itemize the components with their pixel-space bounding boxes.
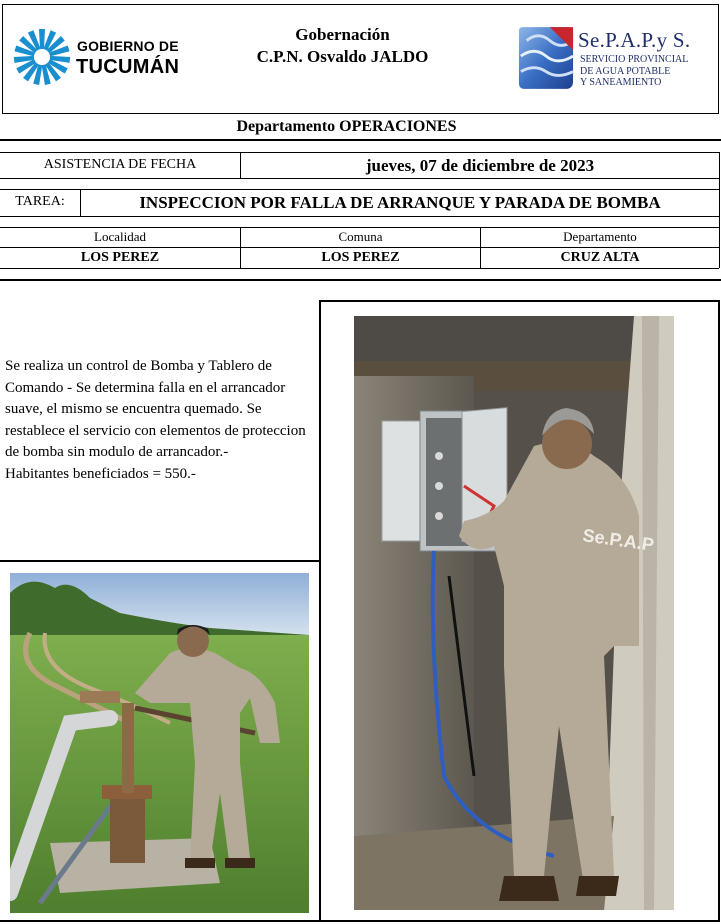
gobierno-tucuman-logo	[12, 27, 72, 87]
department-heading: Departamento OPERACIONES	[236, 118, 457, 135]
column-departamento: Departamento	[563, 229, 637, 244]
date-value: jueves, 07 de diciembre de 2023	[365, 156, 595, 175]
task-label: TAREA:	[15, 194, 65, 209]
governor-name: C.P.N. Osvaldo JALDO	[256, 47, 429, 66]
comuna-value: LOS PEREZ	[321, 250, 400, 265]
governor-block	[230, 24, 455, 68]
column-localidad: Localidad	[94, 229, 146, 244]
sepapys-logo	[517, 27, 575, 89]
tucuman-label: TUCUMÁN	[76, 56, 180, 78]
uniform-logo-text: Se.P.A.P	[581, 525, 656, 555]
gobierno-label: GOBIERNO DE	[77, 38, 179, 54]
sepapys-subtitle: SERVICIO PROVINCIAL DE AGUA POTABLE Y SANEAMIENTO	[580, 54, 689, 88]
departamento-value: CRUZ ALTA	[560, 250, 640, 265]
localidad-value: LOS PEREZ	[80, 250, 160, 265]
description-body: Se realiza un control de Bomba y Tablero de Comando - Se determina falla en el arrancador suave, el mismo se encuentra quemado. Se restablece el servicio con elementos de proteccion de bomba sin modulo de arrancador.-	[5, 358, 306, 460]
pump-field-photo	[10, 573, 309, 913]
column-comuna: Comuna	[338, 229, 383, 244]
governor-title: Gobernación	[295, 25, 390, 44]
description-text	[5, 356, 315, 485]
beneficiaries-text: Habitantes beneficiados = 550.-	[5, 465, 196, 482]
sepapys-title: Se.P.A.P.y S.	[578, 28, 691, 52]
task-value: INSPECCION POR FALLA DE ARRANQUE Y PARADA DE BOMBA	[139, 193, 661, 212]
control-panel-photo	[354, 316, 674, 910]
date-label: ASISTENCIA DE FECHA	[43, 157, 197, 172]
